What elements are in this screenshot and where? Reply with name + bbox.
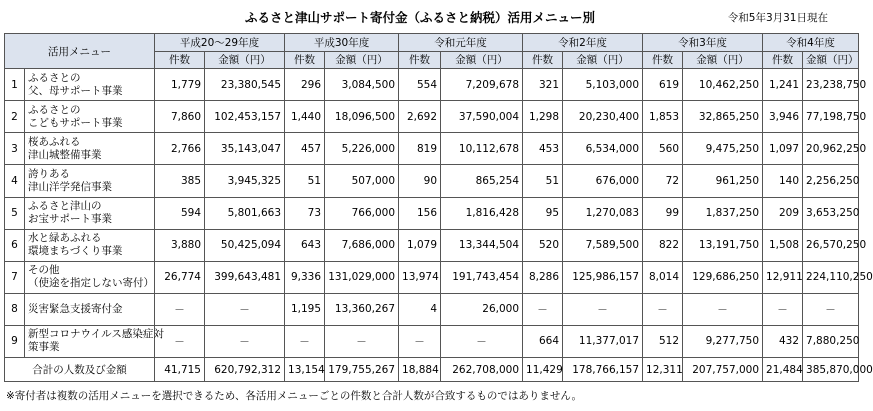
amount-cell: 26,570,250 xyxy=(803,229,859,261)
total-amount-cell: 385,870,000 xyxy=(803,358,859,382)
count-cell: 26,774 xyxy=(155,261,205,293)
count-cell: 1,440 xyxy=(285,101,325,133)
count-cell: 1,779 xyxy=(155,69,205,101)
menu-name-line: 災害緊急支援寄付金 xyxy=(28,302,123,315)
amount-cell: 18,096,500 xyxy=(325,101,399,133)
total-count-cell: 41,715 xyxy=(155,358,205,382)
header-amount: 金額（円） xyxy=(441,51,523,69)
row-number: 4 xyxy=(5,165,25,197)
count-cell: 7,860 xyxy=(155,101,205,133)
count-cell: － xyxy=(155,293,205,325)
header-amount: 金額（円） xyxy=(205,51,285,69)
menu-name-line: 津山城整備事業 xyxy=(28,148,102,161)
header-period: 令和元年度 xyxy=(399,34,523,52)
menu-name-line: 桜あふれる xyxy=(28,135,81,148)
total-label: 合計の人数及び金額 xyxy=(5,358,155,382)
count-cell: 1,097 xyxy=(763,133,803,165)
header-count: 件数 xyxy=(643,51,683,69)
menu-name-line: 水と緑あふれる xyxy=(28,232,102,245)
amount-cell: 13,344,504 xyxy=(441,229,523,261)
menu-name-line: 津山洋学発信事業 xyxy=(28,181,112,194)
menu-name xyxy=(25,229,155,261)
amount-cell: － xyxy=(325,325,399,357)
row-number: 9 xyxy=(5,325,25,357)
table-row xyxy=(5,69,859,101)
header-count: 件数 xyxy=(285,51,325,69)
amount-cell: 5,103,000 xyxy=(563,69,643,101)
count-cell: 453 xyxy=(523,133,563,165)
header-amount: 金額（円） xyxy=(563,51,643,69)
count-cell: 385 xyxy=(155,165,205,197)
amount-cell: 399,643,481 xyxy=(205,261,285,293)
total-row xyxy=(5,358,859,382)
menu-name-line: （使途を指定しない寄付） xyxy=(28,277,154,290)
menu-name xyxy=(25,325,164,357)
header-period: 令和2年度 xyxy=(523,34,643,52)
count-cell: 95 xyxy=(523,197,563,229)
table-row xyxy=(5,261,859,293)
amount-cell: 1,816,428 xyxy=(441,197,523,229)
count-cell: － xyxy=(763,293,803,325)
row-number: 8 xyxy=(5,293,25,325)
header-period: 令和3年度 xyxy=(643,34,763,52)
amount-cell: 7,209,678 xyxy=(441,69,523,101)
amount-cell: 13,360,267 xyxy=(325,293,399,325)
count-cell: 512 xyxy=(643,325,683,357)
amount-cell: 3,653,250 xyxy=(803,197,859,229)
count-cell: 12,911 xyxy=(763,261,803,293)
count-cell: 1,853 xyxy=(643,101,683,133)
menu-name-line: こどもサポート事業 xyxy=(28,116,123,129)
amount-cell: 224,110,250 xyxy=(803,261,859,293)
amount-cell: 5,226,000 xyxy=(325,133,399,165)
count-cell: 643 xyxy=(285,229,325,261)
table-row xyxy=(5,229,859,261)
table-row xyxy=(5,197,859,229)
count-cell: 2,692 xyxy=(399,101,441,133)
amount-cell: 13,191,750 xyxy=(683,229,763,261)
total-amount-cell: 178,766,157 xyxy=(563,358,643,382)
total-count-cell: 12,311 xyxy=(643,358,683,382)
count-cell: 1,079 xyxy=(399,229,441,261)
row-number: 7 xyxy=(5,261,25,293)
total-count-cell: 13,154 xyxy=(285,358,325,382)
count-cell: 90 xyxy=(399,165,441,197)
amount-cell: 1,837,250 xyxy=(683,197,763,229)
count-cell: 457 xyxy=(285,133,325,165)
menu-name xyxy=(25,293,155,325)
amount-cell: 2,256,250 xyxy=(803,165,859,197)
menu-name xyxy=(25,69,155,101)
amount-cell: － xyxy=(683,293,763,325)
menu-name-line: 策事業 xyxy=(28,341,60,354)
total-count-cell: 11,429 xyxy=(523,358,563,382)
amount-cell: 5,801,663 xyxy=(205,197,285,229)
amount-cell: 35,143,047 xyxy=(205,133,285,165)
as-of-date: 令和5年3月31日現在 xyxy=(727,12,828,24)
total-count-cell: 21,484 xyxy=(763,358,803,382)
header-amount: 金額（円） xyxy=(803,51,859,69)
count-cell: 1,508 xyxy=(763,229,803,261)
count-cell: 140 xyxy=(763,165,803,197)
row-number: 3 xyxy=(5,133,25,165)
count-cell: 619 xyxy=(643,69,683,101)
count-cell: 8,286 xyxy=(523,261,563,293)
row-number: 2 xyxy=(5,101,25,133)
count-cell: 1,195 xyxy=(285,293,325,325)
count-cell: 822 xyxy=(643,229,683,261)
header-count: 件数 xyxy=(523,51,563,69)
count-cell: 73 xyxy=(285,197,325,229)
amount-cell: － xyxy=(205,325,285,357)
menu-name-line: ふるさと津山の xyxy=(28,200,102,213)
amount-cell: 766,000 xyxy=(325,197,399,229)
count-cell: 51 xyxy=(523,165,563,197)
count-cell: 156 xyxy=(399,197,441,229)
header-period: 令和4年度 xyxy=(763,34,859,52)
amount-cell: 865,254 xyxy=(441,165,523,197)
header-menu: 活用メニュー xyxy=(5,34,155,69)
count-cell: 432 xyxy=(763,325,803,357)
amount-cell: 9,475,250 xyxy=(683,133,763,165)
total-amount-cell: 179,755,267 xyxy=(325,358,399,382)
table-row xyxy=(5,325,859,357)
table-row xyxy=(5,133,859,165)
footnote: ※寄付者は複数の活用メニューを選択できるため、各活用メニューごとの件数と合計人数が合致するものではありません。 xyxy=(6,390,583,402)
amount-cell: 23,238,750 xyxy=(803,69,859,101)
row-number: 5 xyxy=(5,197,25,229)
header-period: 平成20～29年度 xyxy=(155,34,285,52)
count-cell: 1,241 xyxy=(763,69,803,101)
amount-cell: 9,277,750 xyxy=(683,325,763,357)
amount-cell: 102,453,157 xyxy=(205,101,285,133)
total-count-cell: 18,884 xyxy=(399,358,441,382)
menu-name-line: 環境まちづくり事業 xyxy=(28,245,123,258)
count-cell: 4 xyxy=(399,293,441,325)
header-row-periods xyxy=(5,34,859,52)
amount-cell: 11,377,017 xyxy=(563,325,643,357)
count-cell: 209 xyxy=(763,197,803,229)
table-row xyxy=(5,101,859,133)
amount-cell: － xyxy=(563,293,643,325)
count-cell: 1,298 xyxy=(523,101,563,133)
amount-cell: 50,425,094 xyxy=(205,229,285,261)
count-cell: 13,974 xyxy=(399,261,441,293)
count-cell: 560 xyxy=(643,133,683,165)
total-amount-cell: 207,757,000 xyxy=(683,358,763,382)
amount-cell: 37,590,004 xyxy=(441,101,523,133)
amount-cell: 191,743,454 xyxy=(441,261,523,293)
count-cell: 72 xyxy=(643,165,683,197)
amount-cell: 32,865,250 xyxy=(683,101,763,133)
amount-cell: 131,029,000 xyxy=(325,261,399,293)
header-amount: 金額（円） xyxy=(325,51,399,69)
donation-table xyxy=(4,33,873,382)
header-count: 件数 xyxy=(399,51,441,69)
count-cell: 594 xyxy=(155,197,205,229)
page-title: ふるさと津山サポート寄付金（ふるさと納税）活用メニュー別 xyxy=(244,10,595,25)
amount-cell: 507,000 xyxy=(325,165,399,197)
header-count: 件数 xyxy=(763,51,803,69)
amount-cell: 3,084,500 xyxy=(325,69,399,101)
amount-cell: 77,198,750 xyxy=(803,101,859,133)
menu-name-line: お宝サポート事業 xyxy=(28,213,112,226)
amount-cell: 26,000 xyxy=(441,293,523,325)
table-row xyxy=(5,293,859,325)
amount-cell: 20,962,250 xyxy=(803,133,859,165)
count-cell: 321 xyxy=(523,69,563,101)
count-cell: 9,336 xyxy=(285,261,325,293)
header-period: 平成30年度 xyxy=(285,34,399,52)
count-cell: － xyxy=(399,325,441,357)
count-cell: － xyxy=(155,325,205,357)
menu-name-line: 新型コロナウイルス感染症対 xyxy=(28,328,164,341)
amount-cell: － xyxy=(803,293,859,325)
menu-name-line: 父、母サポート事業 xyxy=(28,84,123,97)
menu-name-line: 誇りある xyxy=(28,168,70,181)
amount-cell: 961,250 xyxy=(683,165,763,197)
count-cell: － xyxy=(285,325,325,357)
row-number: 1 xyxy=(5,69,25,101)
count-cell: 3,946 xyxy=(763,101,803,133)
amount-cell: 20,230,400 xyxy=(563,101,643,133)
amount-cell: 7,686,000 xyxy=(325,229,399,261)
count-cell: 99 xyxy=(643,197,683,229)
menu-name xyxy=(25,165,155,197)
table-row xyxy=(5,165,859,197)
total-amount-cell: 620,792,312 xyxy=(205,358,285,382)
count-cell: － xyxy=(643,293,683,325)
count-cell: 296 xyxy=(285,69,325,101)
count-cell: 664 xyxy=(523,325,563,357)
menu-name-line: その他 xyxy=(28,264,60,277)
amount-cell: 23,380,545 xyxy=(205,69,285,101)
count-cell: 819 xyxy=(399,133,441,165)
amount-cell: 676,000 xyxy=(563,165,643,197)
menu-name xyxy=(25,133,155,165)
amount-cell: 6,534,000 xyxy=(563,133,643,165)
menu-name xyxy=(25,101,155,133)
amount-cell: 1,270,083 xyxy=(563,197,643,229)
amount-cell: 7,880,250 xyxy=(803,325,859,357)
menu-name-line: ふるさとの xyxy=(28,71,81,84)
menu-name xyxy=(25,197,155,229)
menu-name-line: ふるさとの xyxy=(28,103,81,116)
count-cell: 51 xyxy=(285,165,325,197)
count-cell: 554 xyxy=(399,69,441,101)
amount-cell: 10,112,678 xyxy=(441,133,523,165)
count-cell: 2,766 xyxy=(155,133,205,165)
amount-cell: － xyxy=(205,293,285,325)
menu-name xyxy=(25,261,155,293)
count-cell: － xyxy=(523,293,563,325)
header-count: 件数 xyxy=(155,51,205,69)
amount-cell: 3,945,325 xyxy=(205,165,285,197)
count-cell: 8,014 xyxy=(643,261,683,293)
header-amount: 金額（円） xyxy=(683,51,763,69)
count-cell: 3,880 xyxy=(155,229,205,261)
amount-cell: 129,686,250 xyxy=(683,261,763,293)
amount-cell: 7,589,500 xyxy=(563,229,643,261)
total-amount-cell: 262,708,000 xyxy=(441,358,523,382)
amount-cell: 10,462,250 xyxy=(683,69,763,101)
amount-cell: 125,986,157 xyxy=(563,261,643,293)
amount-cell: － xyxy=(441,325,523,357)
count-cell: 520 xyxy=(523,229,563,261)
row-number: 6 xyxy=(5,229,25,261)
